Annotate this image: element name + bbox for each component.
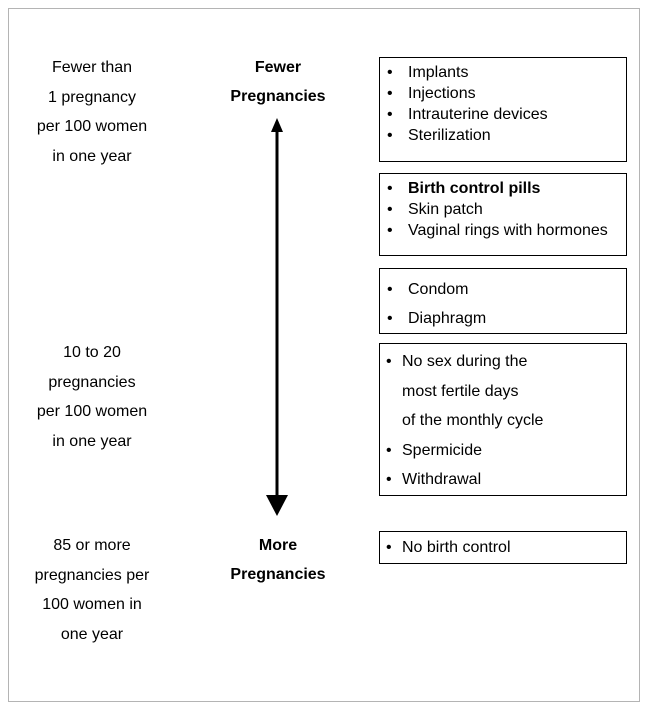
method-label: Injections: [408, 85, 476, 102]
left-label-line: 10 to 20: [63, 344, 121, 361]
left-label-line: pregnancies per: [34, 566, 150, 584]
left-label-line: per 100 women: [36, 118, 148, 135]
method-label: Diaphragm: [408, 310, 487, 327]
method-label: Intrauterine devices: [408, 106, 548, 123]
list-item: [387, 62, 626, 83]
method-box-most-effective: [379, 57, 627, 162]
list-item: [386, 347, 626, 436]
method-box-barrier: [379, 268, 627, 334]
method-label: Spermicide: [402, 441, 483, 459]
list-item: [387, 199, 626, 220]
method-label: Implants: [408, 64, 469, 81]
left-label-line: in one year: [52, 432, 132, 450]
list-item: [386, 465, 626, 495]
bullet-icon: •: [387, 64, 393, 81]
fewer-pregnancies-label: [208, 53, 348, 111]
left-label-middle: [2, 338, 182, 456]
method-box-none: [379, 531, 627, 564]
mid-label-line: Pregnancies: [230, 566, 326, 583]
method-label: Skin patch: [408, 201, 483, 218]
mid-label-line: Pregnancies: [230, 88, 326, 105]
method-label: Condom: [408, 281, 469, 298]
bullet-icon: •: [387, 106, 393, 123]
method-label-continuation: most fertile days: [402, 382, 519, 400]
left-label-more: [2, 531, 182, 649]
list-item: [387, 275, 626, 304]
bullet-icon: •: [387, 180, 393, 197]
list-item: [387, 178, 626, 199]
method-label: Vaginal rings with hormones: [408, 222, 608, 239]
method-label: No birth control: [402, 539, 511, 556]
left-label-line: Fewer than: [51, 59, 133, 76]
method-label: Sterilization: [408, 127, 491, 144]
bullet-icon: •: [387, 281, 393, 298]
left-label-line: 100 women in: [42, 596, 142, 613]
bullet-icon: •: [386, 539, 392, 556]
left-label-line: in one year: [52, 147, 132, 165]
left-label-line: pregnancies: [48, 373, 136, 391]
bullet-icon: •: [386, 471, 392, 488]
list-item: [386, 536, 626, 560]
list-item: [386, 436, 626, 466]
method-label: No sex during the: [402, 353, 528, 370]
method-box-behavioral: [379, 343, 627, 496]
bullet-icon: •: [387, 127, 393, 144]
double-arrow-icon: [262, 118, 292, 520]
left-label-line: one year: [60, 625, 124, 643]
left-label-line: 1 pregnancy: [47, 88, 137, 106]
bullet-icon: •: [387, 85, 393, 102]
list-item: [387, 220, 626, 241]
bullet-icon: •: [386, 441, 392, 459]
method-label: Birth control pills: [408, 180, 541, 197]
left-label-line: per 100 women: [36, 403, 148, 420]
mid-label-line: More: [258, 537, 298, 554]
left-label-line: 85 or more: [53, 537, 131, 554]
method-label: Withdrawal: [402, 471, 482, 488]
bullet-icon: •: [387, 222, 393, 239]
bullet-icon: •: [386, 353, 392, 370]
list-item: [387, 125, 626, 146]
more-pregnancies-label: [208, 531, 348, 589]
list-item: [387, 83, 626, 104]
list-item: [387, 304, 626, 333]
method-box-hormonal: [379, 173, 627, 256]
bullet-icon: •: [387, 310, 393, 327]
method-label-continuation: of the monthly cycle: [402, 412, 544, 429]
mid-label-line: Fewer: [254, 59, 302, 76]
bullet-icon: •: [387, 201, 393, 218]
left-label-fewer: [2, 53, 182, 171]
list-item: [387, 104, 626, 125]
